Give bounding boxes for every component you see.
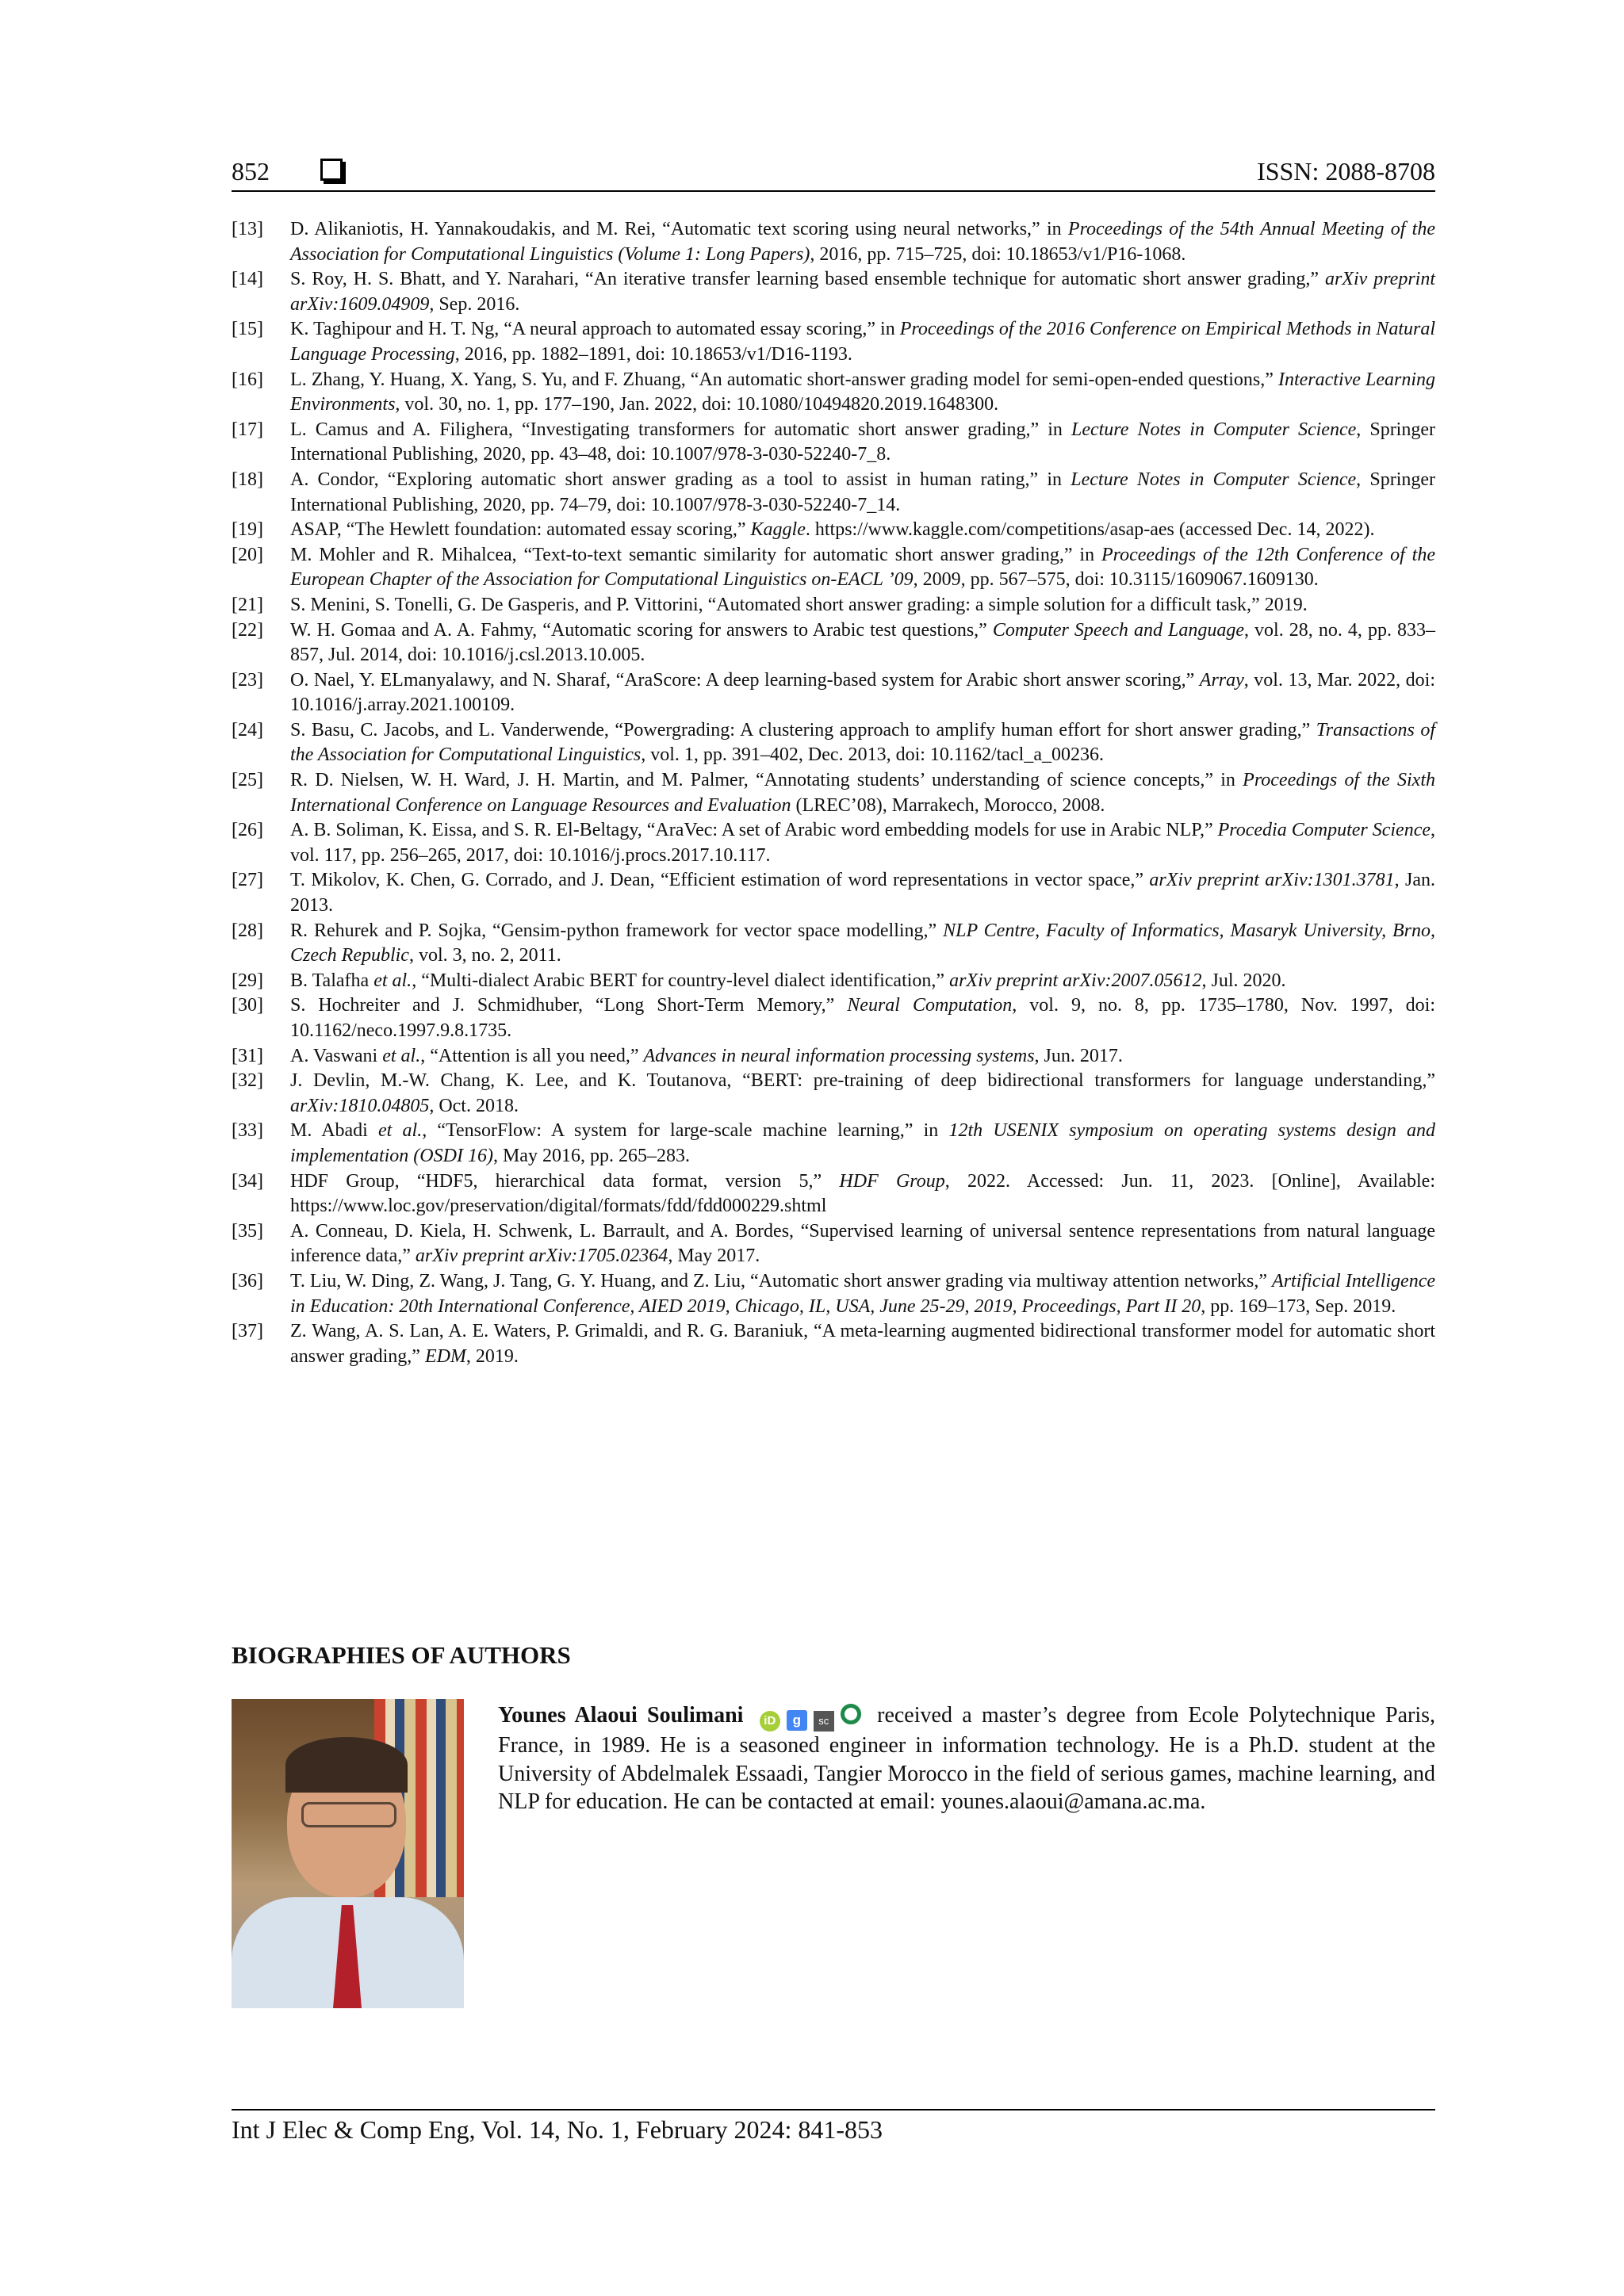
reference-text: S. Hochreiter and J. Schmidhuber, “Long Short-Term Memory,” Neural Computation, vol. 9, no. 8, pp. 1735–1780, Nov. 1997, doi: 10.1162/neco.1997.9.8.1735. <box>290 995 1436 1041</box>
reference-number: [21] <box>232 594 263 615</box>
google-scholar-icon[interactable]: g <box>787 1710 807 1731</box>
reference-number: [32] <box>232 1070 263 1092</box>
reference-text: L. Zhang, Y. Huang, X. Yang, S. Yu, and F. Zhuang, “An automatic short-answer grading model for semi-open-ended questions,” Interactive Learning Environments, vol. 30, no. 1, pp. 177–190, Jan. 2022, doi: 10.1080/10494820.2019.1648300. <box>290 369 1436 415</box>
reference-item <box>232 468 1435 518</box>
reference-number: [13] <box>232 219 263 239</box>
publons-icon[interactable] <box>841 1704 861 1724</box>
reference-number: [24] <box>232 719 263 740</box>
reference-text: W. H. Gomaa and A. A. Fahmy, “Automatic scoring for answers to Arabic test questions,” Computer Speech and Language, vol. 28, no. 4, pp. 833–857, Jul. 2014, doi: 10.1016/j.csl.2013.10.005. <box>290 619 1435 666</box>
biography-text: received a master’s degree from Ecole Polytechnique Paris, France, in 1989. He is a seasoned engineer in information technology. He is a Ph.D. student at the University of Abdelmalek Essaadi, Tangier Morocco in the field of serious games, machine learning, and NLP for education. He can be contacted at email: younes.alaoui@amana.ac.ma. <box>498 1703 1436 1814</box>
reference-item <box>232 868 1435 918</box>
reference-number: [30] <box>232 995 263 1016</box>
author-biography <box>498 1701 1435 1816</box>
reference-number: [36] <box>232 1270 263 1292</box>
reference-number: [23] <box>232 669 263 691</box>
reference-text: D. Alikaniotis, H. Yannakoudakis, and M. Rei, “Automatic text scoring using neural networks,” in Proceedings of the 54th Annual Meeting of the Association for Computational Linguistics (Volume 1: Long Papers), 2016, pp. 715–725, doi: 10.18653/v1/P16-1068. <box>290 219 1435 265</box>
reference-item <box>232 668 1435 718</box>
reference-item <box>232 1119 1435 1169</box>
reference-item <box>232 1169 1435 1219</box>
reference-text: A. Vaswani et al., “Attention is all you need,” Advances in neural information processing systems, Jun. 2017. <box>290 1045 1123 1066</box>
reference-item <box>232 317 1435 367</box>
reference-text: ASAP, “The Hewlett foundation: automated essay scoring,” Kaggle. https://www.kaggle.com/competitions/asap-aes (accessed Dec. 14, 2022). <box>290 519 1375 541</box>
reference-text: Z. Wang, A. S. Lan, A. E. Waters, P. Grimaldi, and R. G. Baraniuk, “A meta-learning augmented bidirectional transformer model for automatic short answer grading,” EDM, 2019. <box>290 1321 1435 1367</box>
reference-text: K. Taghipour and H. T. Ng, “A neural approach to automated essay scoring,” in Proceedings of the 2016 Conference on Empirical Methods in Natural Language Processing, 2016, pp. 1882–1891, doi: 10.18653/v1/D16-1193. <box>290 319 1435 365</box>
reference-text: M. Abadi et al., “TensorFlow: A system for large-scale machine learning,” in 12th USENIX symposium on operating systems design and implementation (OSDI 16), May 2016, pp. 265–283. <box>290 1120 1436 1166</box>
orcid-icon[interactable]: iD <box>760 1711 780 1732</box>
reference-text: R. Rehurek and P. Sojka, “Gensim-python framework for vector space modelling,” NLP Centre, Faculty of Informatics, Masaryk University, Brno, Czech Republic, vol. 3, no. 2, 2011. <box>290 920 1436 966</box>
reference-text: L. Camus and A. Filighera, “Investigating transformers for automatic short answer grading,” in Lecture Notes in Computer Science, Springer International Publishing, 2020, pp. 43–48, doi: 10.1007/978-3-030-52240-7_8. <box>290 419 1435 465</box>
glasses <box>301 1802 396 1827</box>
reference-text: A. Condor, “Exploring automatic short answer grading as a tool to assist in human rating,” in Lecture Notes in Computer Science, Springer International Publishing, 2020, pp. 74–79, doi: 10.1007/978-3-030-52240-7_14. <box>290 469 1436 515</box>
reference-item <box>232 543 1435 593</box>
reference-item <box>232 1069 1435 1119</box>
reference-text: A. Conneau, D. Kiela, H. Schwenk, L. Barrault, and A. Bordes, “Supervised learning of universal sentence representations from natural language inference data,” arXiv preprint arXiv:1705.02364, May 2017. <box>290 1220 1435 1267</box>
reference-item <box>232 418 1435 468</box>
author-photo <box>232 1699 464 2008</box>
scopus-icon[interactable]: sc <box>814 1711 834 1732</box>
reference-number: [14] <box>232 269 263 290</box>
reference-number: [29] <box>232 970 263 991</box>
reference-text: R. D. Nielsen, W. H. Ward, J. H. Martin, and M. Palmer, “Annotating students’ understanding of science concepts,” in Proceedings of the Sixth International Conference on Language Resources and Evaluation (LREC’08), Marrakech, Morocco, 2008. <box>290 770 1435 816</box>
reference-number: [17] <box>232 419 263 440</box>
reference-item <box>232 919 1435 969</box>
reference-item <box>232 768 1435 818</box>
reference-text: T. Liu, W. Ding, Z. Wang, J. Tang, G. Y. Huang, and Z. Liu, “Automatic short answer grading via multiway attention networks,” Artificial Intelligence in Education: 20th International Conference, AIED 2019, Chicago, IL, USA, June 25-29, 2019, Proceedings, Part II 20, pp. 169–173, Sep. 2019. <box>290 1270 1436 1317</box>
reference-number: [27] <box>232 870 263 891</box>
biographies-heading: BIOGRAPHIES OF AUTHORS <box>232 1641 571 1669</box>
reference-item <box>232 1044 1435 1070</box>
reference-list <box>232 217 1435 1369</box>
reference-number: [20] <box>232 544 263 565</box>
reference-number: [15] <box>232 319 263 340</box>
reference-text: O. Nael, Y. ELmanyalawy, and N. Sharaf, “AraScore: A deep learning-based system for Arabic short answer scoring,” Array, vol. 13, Mar. 2022, doi: 10.1016/j.array.2021.100109. <box>290 669 1435 716</box>
reference-item <box>232 818 1435 868</box>
author-name: Younes Alaoui Soulimani <box>498 1703 744 1728</box>
reference-number: [31] <box>232 1045 263 1066</box>
reference-number: [33] <box>232 1120 263 1142</box>
reference-number: [28] <box>232 920 263 941</box>
reference-number: [34] <box>232 1170 263 1192</box>
reference-item <box>232 267 1435 317</box>
reference-item <box>232 1269 1435 1319</box>
reference-number: [25] <box>232 770 263 791</box>
reference-item <box>232 1219 1435 1269</box>
reference-text: B. Talafha et al., “Multi-dialect Arabic BERT for country-level dialect identification,” arXiv preprint arXiv:2007.05612, Jul. 2020. <box>290 970 1286 991</box>
reference-number: [19] <box>232 519 263 541</box>
reference-item <box>232 217 1435 267</box>
reference-text: J. Devlin, M.-W. Chang, K. Lee, and K. Toutanova, “BERT: pre-training of deep bidirectional transformers for language understanding,” arXiv:1810.04805, Oct. 2018. <box>290 1070 1435 1116</box>
reference-text: M. Mohler and R. Mihalcea, “Text-to-text semantic similarity for automatic short answer grading,” in Proceedings of the 12th Conference of the European Chapter of the Association for Computational Linguistics on-EACL ’09, 2009, pp. 567–575, doi: 10.3115/1609067.1609130. <box>290 544 1436 591</box>
reference-text: S. Roy, H. S. Bhatt, and Y. Narahari, “An iterative transfer learning based ensemble technique for automatic short answer grading,” arXiv preprint arXiv:1609.04909, Sep. 2016. <box>290 269 1435 315</box>
reference-text: A. B. Soliman, K. Eissa, and S. R. El-Beltagy, “AraVec: A set of Arabic word embedding models for use in Arabic NLP,” Procedia Computer Science, vol. 117, pp. 256–265, 2017, doi: 10.1016/j.procs.2017.10.117. <box>290 820 1436 866</box>
reference-number: [18] <box>232 469 263 490</box>
reference-item <box>232 718 1435 768</box>
reference-item <box>232 1319 1435 1369</box>
reference-number: [22] <box>232 619 263 641</box>
page-header <box>232 155 1435 192</box>
header-box-icon <box>320 159 343 181</box>
issn: ISSN: 2088-8708 <box>1257 157 1435 186</box>
reference-number: [16] <box>232 369 263 390</box>
reference-item <box>232 618 1435 668</box>
reference-number: [37] <box>232 1321 263 1342</box>
reference-number: [35] <box>232 1220 263 1242</box>
reference-item <box>232 518 1435 543</box>
reference-item <box>232 368 1435 418</box>
reference-item <box>232 593 1435 618</box>
reference-text: S. Menini, S. Tonelli, G. De Gasperis, and P. Vittorini, “Automated short answer grading: a simple solution for a difficult task,” 2019. <box>290 594 1308 615</box>
reference-text: S. Basu, C. Jacobs, and L. Vanderwende, “Powergrading: A clustering approach to amplify human effort for short answer grading,” Transactions of the Association for Computational Linguistics, vol. 1, pp. 391–402, Dec. 2013, doi: 10.1162/tacl_a_00236. <box>290 719 1435 766</box>
hair <box>285 1737 408 1793</box>
page-number: 852 <box>232 157 270 186</box>
reference-text: HDF Group, “HDF5, hierarchical data format, version 5,” HDF Group, 2022. Accessed: Jun. 11, 2023. [Online], Available: https://www.loc.gov/preservation/digital/formats/fdd/fdd000229.shtml <box>290 1170 1435 1217</box>
reference-item <box>232 993 1435 1043</box>
reference-text: T. Mikolov, K. Chen, G. Corrado, and J. Dean, “Efficient estimation of word representations in vector space,” arXiv preprint arXiv:1301.3781, Jan. 2013. <box>290 870 1435 916</box>
reference-number: [26] <box>232 820 263 841</box>
page-footer: Int J Elec & Comp Eng, Vol. 14, No. 1, February 2024: 841-853 <box>232 2109 1435 2145</box>
reference-item <box>232 969 1435 994</box>
